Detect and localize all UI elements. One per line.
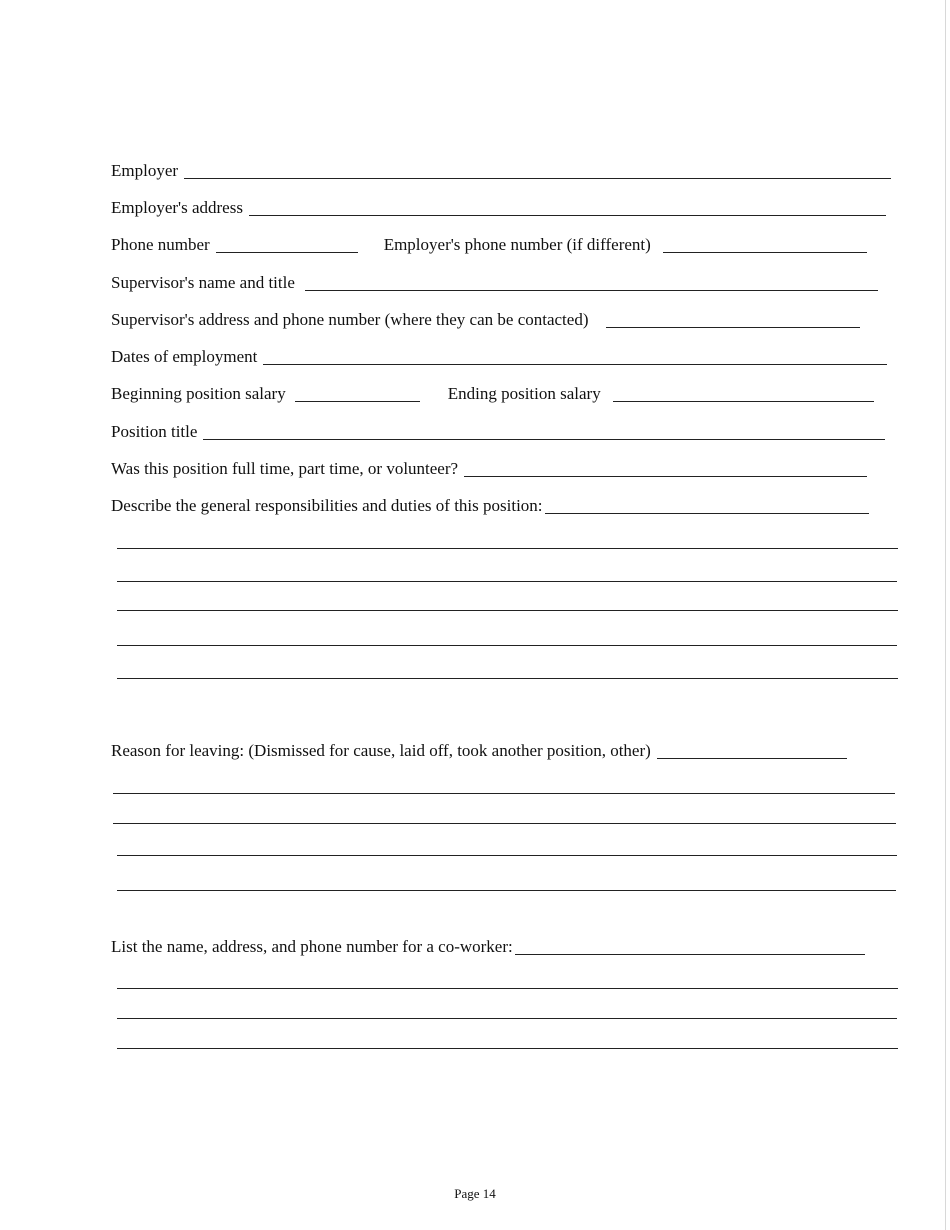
reason-line-1[interactable] xyxy=(113,793,895,794)
supervisor-address-field[interactable] xyxy=(606,313,860,328)
beginning-salary-label: Beginning position salary xyxy=(111,384,286,403)
supervisor-address-label: Supervisor's address and phone number (where they can be contacted) xyxy=(111,310,589,329)
supervisor-name-label: Supervisor's name and title xyxy=(111,273,295,292)
supervisor-name-field[interactable] xyxy=(305,276,878,291)
responsibilities-line-3[interactable] xyxy=(117,610,898,611)
dates-field[interactable] xyxy=(263,350,887,365)
coworker-field[interactable] xyxy=(515,940,865,955)
scan-edge xyxy=(945,0,946,1230)
employer-field[interactable] xyxy=(184,164,891,179)
reason-line-2[interactable] xyxy=(113,823,896,824)
dates-row xyxy=(111,342,887,368)
employer-address-label: Employer's address xyxy=(111,198,243,217)
responsibilities-label: Describe the general responsibilities and duties of this position: xyxy=(111,496,543,515)
ending-salary-label: Ending position salary xyxy=(447,384,601,403)
reason-leaving-row xyxy=(111,736,847,762)
responsibilities-line-2[interactable] xyxy=(117,581,897,582)
coworker-line-2[interactable] xyxy=(117,1018,897,1019)
coworker-label: List the name, address, and phone number for a co-worker: xyxy=(111,937,513,956)
supervisor-address-row xyxy=(111,305,860,331)
full-time-row xyxy=(111,454,867,480)
employer-phone-field[interactable] xyxy=(663,238,867,253)
supervisor-name-row xyxy=(111,268,878,294)
reason-line-3[interactable] xyxy=(117,855,897,856)
responsibilities-field[interactable] xyxy=(545,499,869,514)
coworker-line-1[interactable] xyxy=(117,988,898,989)
full-time-field[interactable] xyxy=(464,462,867,477)
phone-number-label: Phone number xyxy=(111,235,210,254)
employer-row xyxy=(111,156,891,182)
coworker-line-3[interactable] xyxy=(117,1048,898,1049)
responsibilities-line-5[interactable] xyxy=(117,678,898,679)
employer-address-field[interactable] xyxy=(249,201,886,216)
ending-salary-field[interactable] xyxy=(613,387,874,402)
full-time-label: Was this position full time, part time, or volunteer? xyxy=(111,459,459,478)
position-title-field[interactable] xyxy=(203,425,885,440)
phone-row xyxy=(111,230,867,256)
employer-label: Employer xyxy=(111,161,179,180)
page-number: Page 14 xyxy=(454,1186,496,1201)
coworker-row xyxy=(111,932,865,958)
dates-label: Dates of employment xyxy=(111,347,258,366)
responsibilities-line-1[interactable] xyxy=(117,548,898,549)
position-title-label: Position title xyxy=(111,422,198,441)
responsibilities-line-4[interactable] xyxy=(117,645,897,646)
employer-address-row xyxy=(111,193,886,219)
employer-phone-label: Employer's phone number (if different) xyxy=(383,235,651,254)
beginning-salary-field[interactable] xyxy=(295,387,420,402)
phone-number-field[interactable] xyxy=(216,238,358,253)
position-title-row xyxy=(111,417,885,443)
reason-line-4[interactable] xyxy=(117,890,896,891)
reason-leaving-field[interactable] xyxy=(657,744,847,759)
reason-leaving-label: Reason for leaving: (Dismissed for cause, laid off, took another position, other) xyxy=(111,741,651,760)
responsibilities-row xyxy=(111,491,869,517)
salary-row xyxy=(111,379,874,405)
